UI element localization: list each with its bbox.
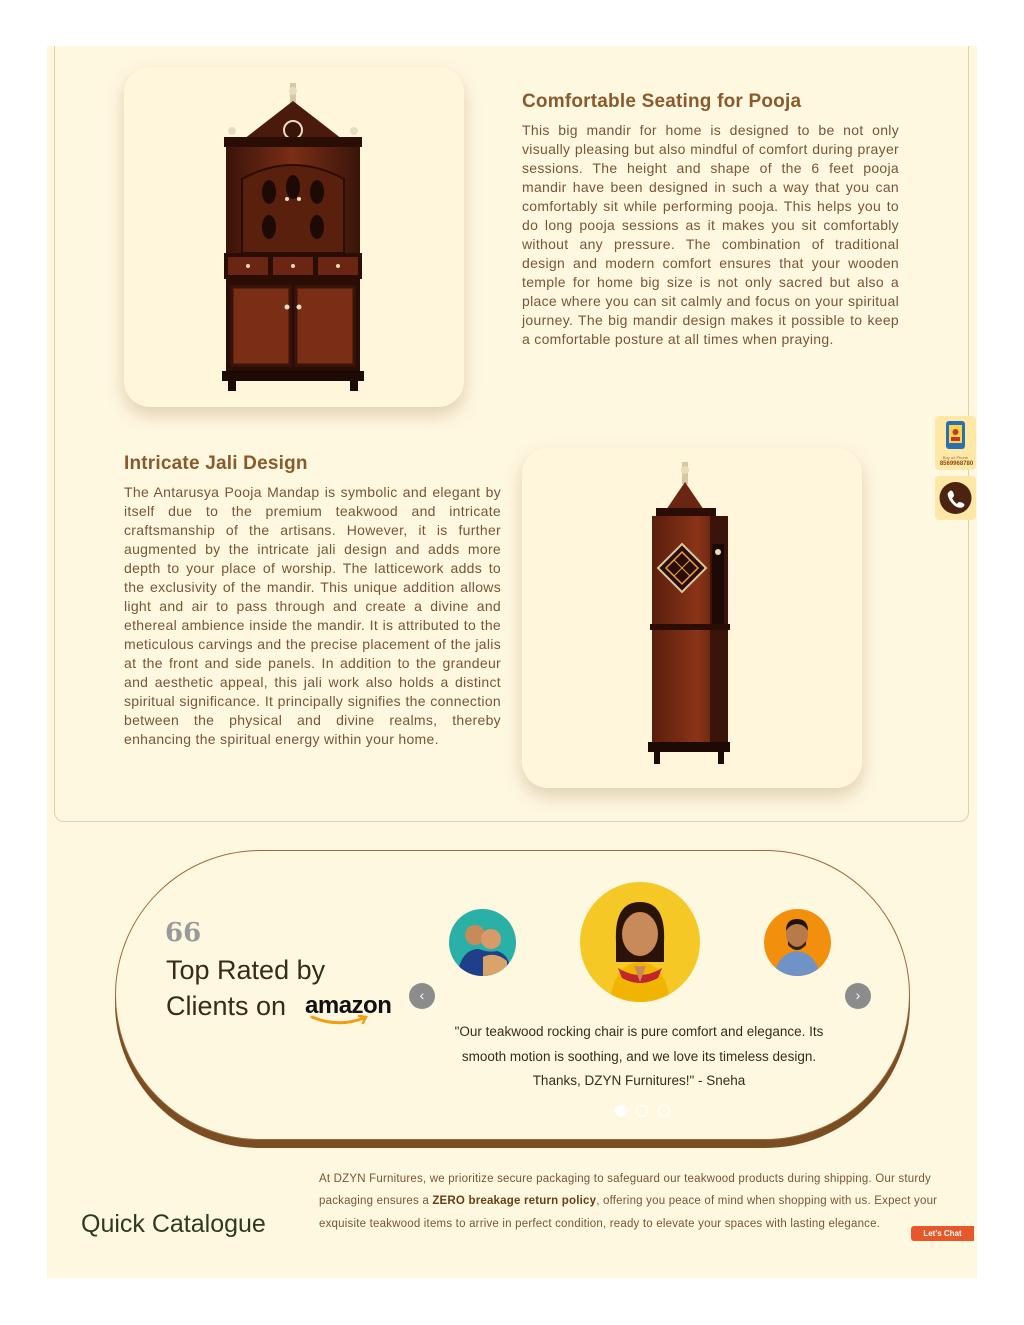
call-icon xyxy=(935,476,976,520)
side-mandir-image xyxy=(522,448,862,788)
call-button[interactable] xyxy=(935,476,976,520)
feature-title-jali-design: Intricate Jali Design xyxy=(124,453,308,474)
buy-on-phone-button[interactable] xyxy=(935,416,976,470)
phone-number: 8569968780 xyxy=(939,461,974,467)
testimonial-text: "Our teakwood rocking chair is pure comfort and elegance. Its smooth motion is soothing, and we love its timeless design. Thanks, DZYN Furnitures!" - Sneha xyxy=(454,1024,824,1088)
amazon-smile-icon xyxy=(310,1014,370,1028)
feature-text-jali-design: The Antarusya Pooja Mandap is symbolic and elegant by itself due to the premium teakwood and intricate craftsmanship of the artisans. However, it is further augmented by the intricate jali design and adds more depth to your place of worship. The latticework adds to the exclusivity of the mandir. This unique addition allows light and air to pass through and create a divine and ethereal ambience inside the mandir. It is attributed to the meticulous carvings and the precise placement of the jalis at the front and side panels. In addition to the grandeur and aesthetic appeal, this jali work also holds a distinct spiritual significance. It principally signifies the connection between the physical and divine realms, thereby enhancing the spiritual energy within your home. xyxy=(124,484,501,747)
phone-shop-icon xyxy=(935,416,976,456)
feature-title-comfortable-seating: Comfortable Seating for Pooja xyxy=(522,91,802,112)
top-rated-heading-line2: Clients on xyxy=(166,991,287,1021)
zero-breakage-policy: ZERO breakage return policy xyxy=(432,1195,597,1208)
mandir-image-card-side xyxy=(522,448,862,788)
carousel-dot-2[interactable] xyxy=(636,1105,648,1117)
carousel-prev-button[interactable]: ‹ xyxy=(409,983,435,1009)
packaging-text-end: , offering you peace of mind when shopping with us. Expect your exquisite teakwood items to arrive in perfect condition, ready to elevate your spaces with lasting elegance. xyxy=(319,1195,938,1230)
amazon-logo: amazon xyxy=(305,992,392,1019)
top-rated-heading-line1: Top Rated by xyxy=(166,955,326,985)
reviewer-avatar-woman[interactable] xyxy=(580,882,700,1002)
packaging-text-start: At DZYN Furnitures, we prioritize secure packaging to safeguard our teakwood products during shipping. Our sturdy packaging ensures a xyxy=(319,1173,931,1208)
quick-catalogue-title: Quick Catalogue xyxy=(81,1210,266,1238)
lets-chat-button[interactable] xyxy=(911,1226,974,1241)
ornate-mandir-image xyxy=(124,67,464,407)
carousel-dots xyxy=(615,1104,675,1122)
feature-text-comfortable-seating: This big mandir for home is designed to be not only visually pleasing but also mindful of comfort during prayer sessions. The height and shape of the 6 feet pooja mandir have been designed in such a way that you can comfortably sit while performing pooja. This helps you to do long pooja sessions as it makes you sit comfortably without any pressure. The combination of traditional design and modern comfort ensures that your wooden temple for home big size is not only sacred but also a place where you can sit calmly and focus on your spiritual journey. The big mandir design makes it possible to keep a comfortable posture at all times when praying. xyxy=(522,122,899,347)
mandir-image-card-front xyxy=(124,67,464,407)
chat-label: Let's Chat xyxy=(923,1229,962,1238)
carousel-dot-1[interactable] xyxy=(615,1105,627,1117)
reviewer-avatar-couple[interactable] xyxy=(449,909,516,976)
reviewer-avatar-man[interactable] xyxy=(764,909,831,976)
packaging-text xyxy=(319,1168,974,1235)
buy-on-phone-label: Buy on Phone xyxy=(942,455,969,460)
carousel-next-button[interactable]: › xyxy=(845,983,871,1009)
quote-mark: 66 xyxy=(165,918,202,948)
carousel-dot-3[interactable] xyxy=(658,1105,670,1117)
